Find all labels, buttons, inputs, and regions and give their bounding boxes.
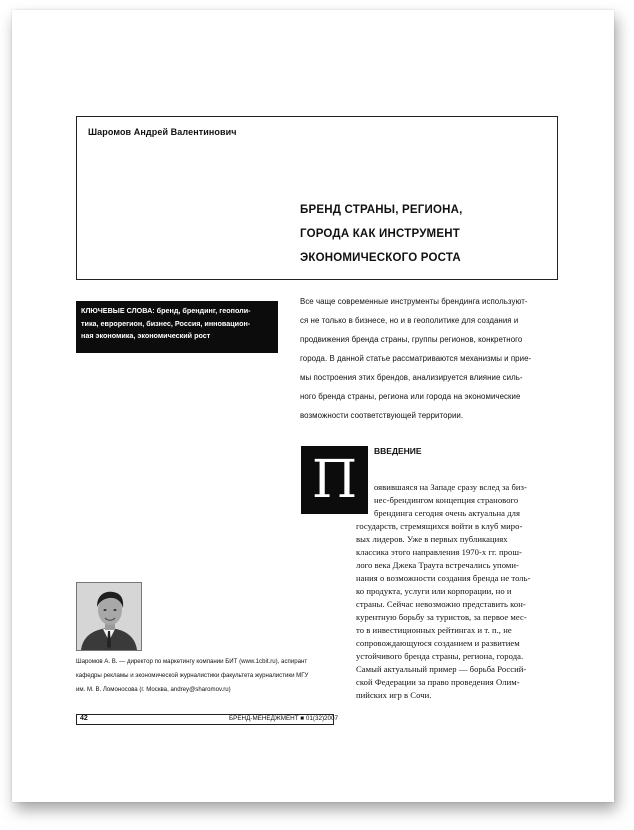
page-number: 42 [80, 715, 88, 722]
journal-label: БРЕНД-МЕНЕДЖМЕНТ ■ 01(32)2007 [229, 715, 339, 722]
footer-bottom-rule [76, 724, 334, 725]
abstract-line-3: продвижения бренда страны, группы регионов, конкретного [300, 335, 523, 344]
abstract-line-2: ся не только в бизнесе, но и в геополитике для создания и [300, 316, 519, 325]
body-line-17: пийских игр в Сочи. [356, 690, 432, 700]
body-line-13: сопровождающуюся созданием и развитием [356, 638, 520, 648]
keywords-line-1: КЛЮЧЕВЫЕ СЛОВА: бренд, брендинг, геополи- [81, 306, 251, 315]
abstract-line-4: города. В данной статье рассматриваются механизмы и прие- [300, 354, 532, 363]
bio-line-1 [76, 658, 307, 665]
body-line-2: нес-брендингом концепция странового [374, 495, 519, 505]
author-name: Шаромов Андрей Валентинович [88, 127, 237, 137]
keywords-line-3: ная экономика, экономический рост [81, 331, 211, 340]
author-portrait-image [77, 583, 141, 650]
bio-line-3: им. М. В. Ломоносова (г. Москва, andrey@sharomov.ru) [76, 686, 231, 693]
article-title-line-2: ГОРОДА КАК ИНСТРУМЕНТ [300, 228, 460, 240]
body-line-15: Самый актуальный пример — борьба Россий- [356, 664, 527, 674]
body-line-4: государств, стремящихся войти в клуб миро- [356, 521, 523, 531]
keywords-box [76, 301, 278, 353]
body-line-5: вых лидеров. Уже в первых публикациях [356, 534, 508, 544]
body-line-3: брендинга сегодня очень актуальна для [374, 508, 521, 518]
dropcap-box [301, 446, 368, 514]
body-line-6: классика этого направления 1970-х гг. прош- [356, 547, 522, 557]
bio-line-2: кафедры рекламы и экономической журналистики факультета журналистики МГУ [76, 672, 309, 679]
abstract-line-7: возможности соответствующей территории. [300, 411, 464, 420]
article-title-line-1: БРЕНД СТРАНЫ, РЕГИОНА, [300, 204, 463, 216]
section-heading: ВВЕДЕНИЕ [374, 446, 422, 456]
dropcap-letter: П [311, 450, 358, 510]
body-line-11: курентную борьбу за туристов, за первое мес- [356, 612, 527, 622]
body-line-16: ской Федерации за право проведения Олим- [356, 677, 520, 687]
body-line-12: то в инвестиционных рейтингах и т. п., не [356, 625, 512, 635]
body-line-7: лого века Джека Траута встречались упоми- [356, 560, 519, 570]
footer-left-edge [76, 714, 77, 724]
abstract-line-6: ного бренда страны, региона или города на экономические [300, 392, 521, 401]
author-photo [76, 582, 142, 651]
article-title-line-3: ЭКОНОМИЧЕСКОГО РОСТА [300, 252, 461, 264]
bio-text-1: Шаромов А. В. — директор по маркетингу компании БИТ (www.1cbit.ru), аспирант [76, 658, 308, 665]
body-line-14: устойчивого бренда страны, региона, города. [356, 651, 524, 661]
body-line-10: страны. Сейчас невозможно представить кон- [356, 599, 526, 609]
body-line-1: оявившаяся на Западе сразу вслед за биз- [374, 482, 527, 492]
keywords-line-2: тика, еврорегион, бизнес, Россия, инновацион- [81, 318, 251, 328]
abstract-line-1: Все чаще современные инструменты брендинга используют- [300, 297, 528, 306]
body-line-8: нания о возможности создания бренда не толь- [356, 573, 531, 583]
abstract-line-5: мы построения этих брендов, анализируется влияние силь- [300, 373, 523, 382]
body-line-9: ко продукта, услуги или корпорации, но и [356, 586, 512, 596]
